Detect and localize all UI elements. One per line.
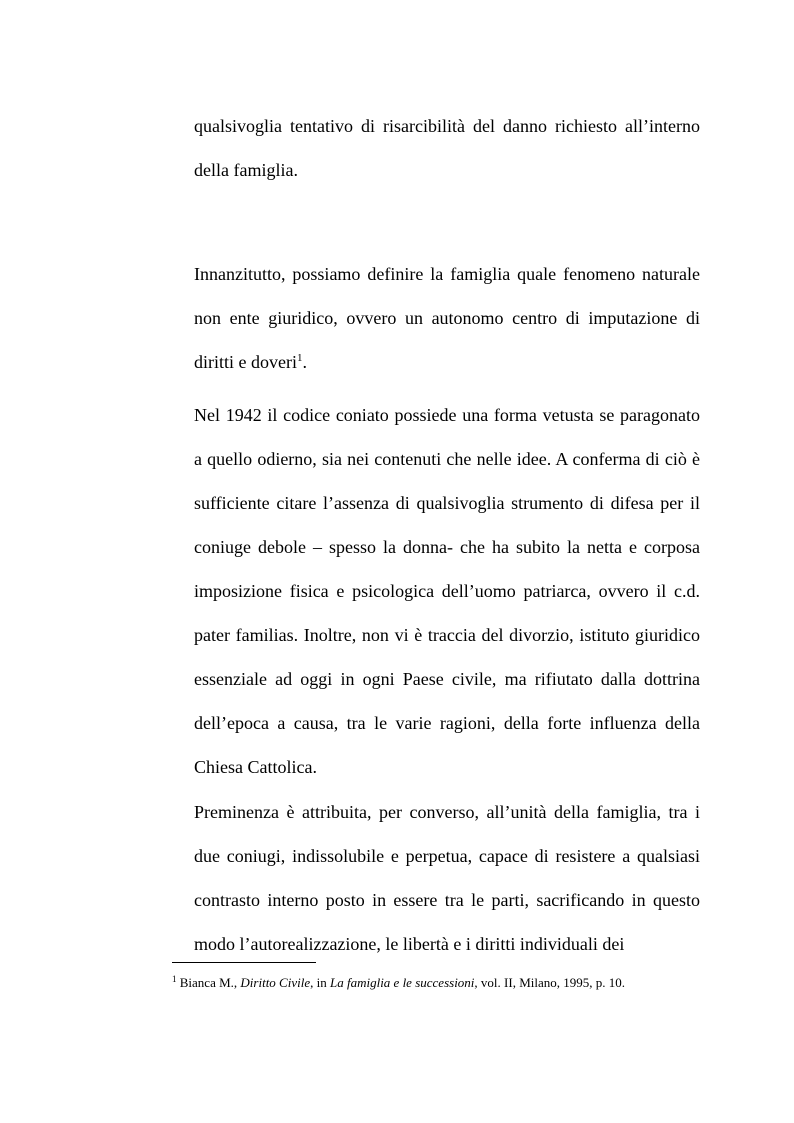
paragraph-family-definition bbox=[194, 252, 700, 384]
footnote-separator bbox=[172, 962, 316, 963]
footnote-volume-title: La famiglia e le successioni bbox=[329, 975, 475, 990]
paragraph-continuation bbox=[194, 104, 700, 192]
paragraph-code-1942 bbox=[194, 393, 700, 789]
footnote-details: , vol. II, Milano, 1995, p. 10. bbox=[474, 975, 625, 990]
footnote-author: Bianca M., bbox=[179, 975, 238, 990]
footnote-title: Diritto Civile bbox=[240, 975, 311, 990]
footnote-reference[interactable]: 1 bbox=[296, 352, 303, 364]
paragraph-text: Preminenza è attribuita, per converso, all’unità della famiglia, tra i due coniugi, indissolubile e perpetua, capace di resistere a qualsiasi contrasto interno posto in essere tra le parti, sacrificando in questo modo l’autorealizzazione, le libertà e i diritti individuali dei bbox=[194, 802, 700, 954]
paragraph-text: Nel 1942 il codice coniato possiede una forma vetusta se paragonato a quello odierno, sia nei contenuti che nelle idee. A conferma di ciò è sufficiente citare l’assenza di qualsivoglia strumento di difesa per il coniuge debole – spesso la donna- che ha subito la netta e corposa imposizione fisica e psicologica dell’uomo patriarca, ovvero il c.d. pater familias. Inoltre, non vi è traccia del divorzio, istituto giuridico essenziale ad oggi in ogni Paese civile, ma rifiutato dalla dottrina dell’epoca a causa, tra le varie ragioni, della forte influenza della Chiesa Cattolica. bbox=[194, 405, 700, 777]
footnote bbox=[172, 974, 712, 992]
paragraph-family-unity bbox=[194, 790, 700, 966]
sentence-period: . bbox=[302, 352, 307, 372]
footnote-number: 1 bbox=[172, 974, 177, 984]
paragraph-text: qualsivoglia tentativo di risarcibilità del danno richiesto all’interno della famiglia. bbox=[194, 116, 700, 180]
paragraph-text: Innanzitutto, possiamo definire la famiglia quale fenomeno naturale non ente giuridico, ovvero un autonomo centro di imputazione di diritti e doveri bbox=[194, 264, 700, 372]
footnote-connector: , in bbox=[310, 975, 327, 990]
paragraph-text-with-footnote bbox=[194, 252, 700, 384]
